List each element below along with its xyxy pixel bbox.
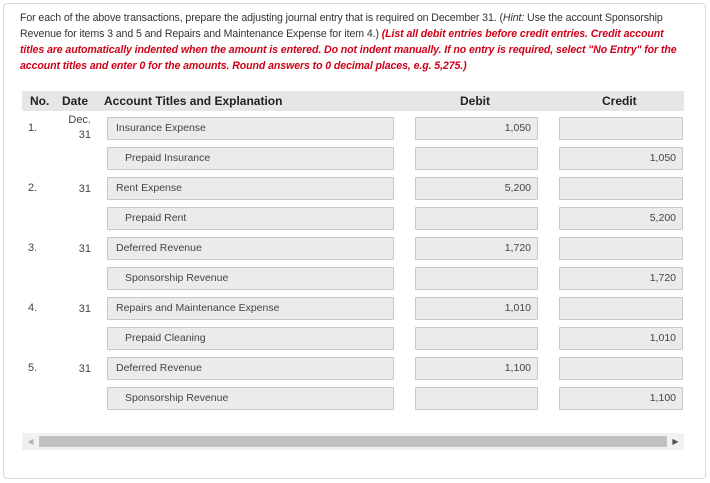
entry-date (51, 182, 91, 197)
instructions (20, 10, 690, 74)
entry-number: 2. (28, 182, 38, 194)
credit-amount-field[interactable]: 5,200 (559, 207, 683, 230)
entry-number: 3. (28, 242, 38, 254)
arrow-right-icon[interactable]: ▶ (672, 437, 679, 446)
header-account: Account Titles and Explanation (104, 94, 283, 108)
credit-amount-field[interactable]: 1,100 (559, 387, 683, 410)
instructions-text-1: For each of the above transactions, prepare the adjusting journal entry that is required on December 31. ( (20, 12, 503, 24)
account-title-field[interactable]: Prepaid Cleaning (107, 327, 394, 350)
credit-amount-field[interactable]: 1,010 (559, 327, 683, 350)
hint-label: Hint: (502, 12, 525, 24)
debit-amount-field[interactable] (415, 387, 538, 410)
debit-amount-field[interactable]: 1,010 (415, 297, 538, 320)
debit-amount-field[interactable] (415, 147, 538, 170)
debit-amount-field[interactable]: 1,720 (415, 237, 538, 260)
debit-amount-field[interactable]: 5,200 (415, 177, 538, 200)
credit-amount-field[interactable] (559, 357, 683, 380)
account-title-field[interactable]: Repairs and Maintenance Expense (107, 297, 394, 320)
header-credit: Credit (602, 94, 637, 108)
account-title-field[interactable]: Deferred Revenue (107, 237, 394, 260)
account-title-field[interactable]: Deferred Revenue (107, 357, 394, 380)
horizontal-scrollbar[interactable] (22, 433, 684, 450)
scrollbar-thumb[interactable] (39, 436, 667, 447)
account-title-field[interactable]: Prepaid Insurance (107, 147, 394, 170)
instructions-red-text: (List all debit entries before credit entries. Credit account titles are automatically indented when the amount is entered. Do not indent manually. If no entry is required, select "No Entry" for the account titles and enter 0 for the amounts. Round answers to 0 decimal places, e.g. 5,275.) (20, 28, 677, 72)
credit-amount-field[interactable] (559, 177, 683, 200)
account-title-field[interactable]: Prepaid Rent (107, 207, 394, 230)
entry-month: Dec. (68, 114, 91, 126)
debit-amount-field[interactable]: 1,100 (415, 357, 538, 380)
debit-amount-field[interactable] (415, 267, 538, 290)
table-header (22, 91, 684, 111)
entry-number: 5. (28, 362, 38, 374)
entry-date (51, 113, 91, 143)
debit-amount-field[interactable]: 1,050 (415, 117, 538, 140)
header-debit: Debit (460, 94, 490, 108)
entry-day: 31 (78, 363, 91, 375)
credit-amount-field[interactable]: 1,050 (559, 147, 683, 170)
entry-day: 31 (78, 129, 91, 141)
entry-date (51, 362, 91, 377)
header-no: No. (30, 94, 50, 108)
credit-amount-field[interactable] (559, 297, 683, 320)
arrow-left-icon[interactable]: ◀ (27, 437, 34, 446)
entry-date (51, 302, 91, 317)
debit-amount-field[interactable] (415, 207, 538, 230)
account-title-field[interactable]: Insurance Expense (107, 117, 394, 140)
debit-amount-field[interactable] (415, 327, 538, 350)
credit-amount-field[interactable] (559, 237, 683, 260)
account-title-field[interactable]: Rent Expense (107, 177, 394, 200)
entry-day: 31 (78, 183, 91, 195)
entry-day: 31 (78, 243, 91, 255)
entry-number: 4. (28, 302, 38, 314)
header-date: Date (62, 94, 89, 108)
entry-day: 31 (78, 303, 91, 315)
credit-amount-field[interactable] (559, 117, 683, 140)
account-title-field[interactable]: Sponsorship Revenue (107, 267, 394, 290)
entry-number: 1. (28, 122, 38, 134)
entry-date (51, 242, 91, 257)
account-title-field[interactable]: Sponsorship Revenue (107, 387, 394, 410)
credit-amount-field[interactable]: 1,720 (559, 267, 683, 290)
instructions-text-2: Use the account Sponsorship Revenue for items 3 and 5 and Repairs and Maintenance Expense for item 4.) (20, 12, 663, 40)
